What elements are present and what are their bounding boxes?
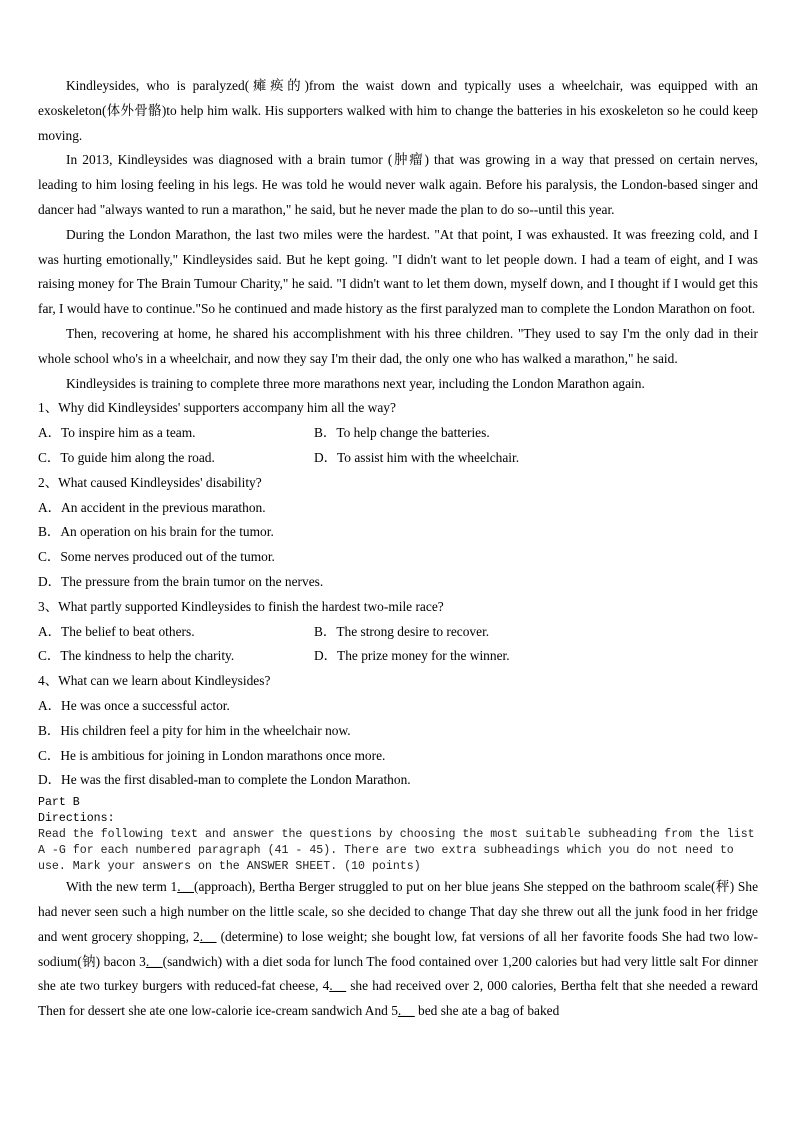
document-page: [38, 74, 758, 1024]
option-row: [38, 620, 758, 645]
option-a: A．To inspire him as a team.: [38, 425, 196, 441]
passage-text: she had received over 2, 000 calories, Bertha felt that she needed a reward Then for dessert she ate one low-calorie ice-cream sandwich And 5: [38, 978, 758, 1019]
option-a: A．He was once a successful actor.: [38, 697, 230, 713]
blank-1: .__: [177, 879, 194, 895]
passage-text: (sandwich) with a diet soda for lunch The food contained over 1,200 calories but had very little salt For dinner she ate two turkey burgers with reduced-fat cheese, 4: [38, 953, 758, 994]
option-row: [38, 446, 758, 471]
option-row: [38, 421, 758, 446]
reading-passage: [38, 74, 758, 396]
question-stem: 2、What caused Kindleysides' disability?: [38, 474, 262, 490]
option-row: [38, 644, 758, 669]
question-list: [38, 396, 758, 793]
passage-text: bed she ate a bag of baked: [414, 1003, 560, 1019]
option-d: D．The pressure from the brain tumor on the nerves.: [38, 573, 324, 589]
question-2: [38, 471, 758, 595]
blank-3: .__: [145, 953, 163, 969]
passage-paragraph: During the London Marathon, the last two miles were the hardest. "At that point, I was exhausted. It was freezing cold, and I was hurting emotionally," Kindleysides said. But he kept going. "I didn't want to let people down. I had a team of eight, and I was raising money for The Brain Tumour Charity," he said. "I didn't want to let them down, myself down, and I thought if I would get this far, I would have to continue."So he continued and made history as the first paralyzed man to complete the London Marathon on foot.: [38, 226, 758, 317]
passage-paragraph: Then, recovering at home, he shared his accomplishment with his three children. "They used to say I'm the only dad in their whole school who's in a wheelchair, and now they say I'm their dad, the only one who has walked a marathon," he said.: [38, 325, 758, 366]
option-c: C．He is ambitious for joining in London marathons once more.: [38, 747, 386, 763]
blank-2: .__: [199, 928, 217, 944]
option-a: A．The belief to beat others.: [38, 623, 195, 639]
option-c: C．The kindness to help the charity.: [38, 648, 235, 664]
passage-paragraph: Kindleysides, who is paralyzed(瘫痪的)from the waist down and typically uses a wheelchair, was equipped with an exoskeleton(体外骨骼)to help him walk. His supporters walked with him to change the batteries in his exoskeleton so he could keep moving.: [38, 78, 758, 143]
option-d: D．To assist him with the wheelchair.: [314, 449, 520, 465]
option-c: C．To guide him along the road.: [38, 449, 215, 465]
option-a: A．An accident in the previous marathon.: [38, 499, 266, 515]
directions-text: Read the following text and answer the questions by choosing the most suitable subheading from the list A -G for each numbered paragraph (41 - 45). There are two extra subheadings which you do not need to use. Mark your answers on the ANSWER SHEET. (10 points): [38, 828, 755, 874]
option-d: D．The prize money for the winner.: [314, 648, 510, 664]
question-3: [38, 595, 758, 669]
question-stem: 3、What partly supported Kindleysides to finish the hardest two-mile race?: [38, 598, 444, 614]
passage-text: (determine) to lose weight; she bought low, fat versions of all her favorite foods She had two low-sodium(钠) bacon 3: [38, 928, 758, 969]
question-4: [38, 669, 758, 793]
option-c: C．Some nerves produced out of the tumor.: [38, 549, 275, 565]
passage-paragraph: Kindleysides is training to complete three more marathons next year, including the London Marathon again.: [66, 375, 645, 391]
blank-4: .__: [329, 978, 347, 994]
part-b-passage: [38, 875, 758, 1024]
option-b: B．His children feel a pity for him in the wheelchair now.: [38, 722, 351, 738]
question-1: [38, 396, 758, 470]
option-b: B．An operation on his brain for the tumor.: [38, 524, 274, 540]
blank-5: .__: [397, 1003, 415, 1019]
part-b-section: [38, 795, 758, 1024]
option-d: D．He was the first disabled-man to complete the London Marathon.: [38, 772, 411, 788]
part-b-title: Part B: [38, 796, 80, 810]
passage-text: (approach), Bertha Berger struggled to put on her blue jeans She stepped on the bathroom scale(秤) She had never seen such a high number on the little scale, so she decided to change That day she threw out all the junk food in her fridge and went grocery shopping, 2: [38, 879, 759, 944]
option-b: B．The strong desire to recover.: [314, 623, 490, 639]
passage-paragraph: In 2013, Kindleysides was diagnosed with a brain tumor (肿瘤) that was growing in a way that pressed on certain nerves, leading to him losing feeling in his legs. He was told he would never walk again. Before his paralysis, the London-based singer and dancer had "always wanted to run a marathon," he said, but he never made the plan to do so--until this year.: [38, 152, 758, 217]
directions-label: Directions:: [38, 812, 115, 826]
passage-text: With the new term 1: [66, 879, 178, 895]
option-b: B．To help change the batteries.: [314, 425, 490, 441]
question-stem: 4、What can we learn about Kindleysides?: [38, 673, 271, 689]
question-stem: 1、Why did Kindleysides' supporters accompany him all the way?: [38, 400, 396, 416]
